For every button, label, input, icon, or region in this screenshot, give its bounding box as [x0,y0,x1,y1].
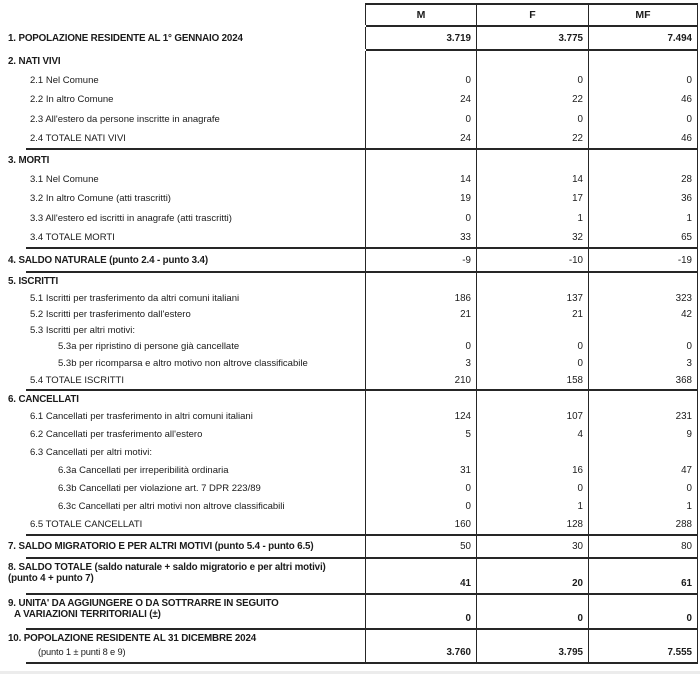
col-header-f: F [476,3,588,25]
table-row-5-3b [0,355,698,372]
row-label: 2.2 In altro Comune [30,94,114,105]
cell-mf: 288 [588,515,698,534]
row-label-line1: 9. UNITA' DA AGGIUNGERE O DA SOTTRARRE IN SEGUITO [8,598,279,609]
row-label: 2.4 TOTALE NATI VIVI [30,133,126,144]
cell-m: 210 [365,372,476,389]
cell-mf: -19 [588,249,698,271]
table-row-6-2 [0,425,698,443]
row-label: 6.1 Cancellati per trasferimento in altri comuni italiani [30,410,253,422]
table-row-2-2 [0,90,698,109]
cell-f: 20 [476,559,588,593]
row-label: 6. CANCELLATI [8,393,79,405]
table-row-5-2 [0,306,698,322]
cell-m: 24 [365,129,476,148]
table-row-3-4 [0,228,698,247]
row-label: 5.1 Iscritti per trasferimento da altri comuni italiani [30,292,240,304]
table-row-2 [0,51,698,71]
cell-f: 137 [476,290,588,306]
section-5 [0,273,698,391]
row-label: 6.3a Cancellati per irreperibilità ordinaria [58,464,229,476]
table-row-2-4 [0,129,698,148]
cell-mf: 46 [588,129,698,148]
cell-m: 14 [365,170,476,189]
table-row-6 [0,391,698,407]
table-row-5-1 [0,290,698,306]
cell-mf [588,322,698,338]
cell-m: 0 [365,208,476,228]
column-header-row [0,3,698,25]
cell-m: 186 [365,290,476,306]
cell-m [365,391,476,407]
cell-m: 0 [365,338,476,355]
table-row-5-4 [0,372,698,389]
row-label: 5. ISCRITTI [8,276,59,287]
cell-m: 24 [365,90,476,109]
row-label: 4. SALDO NATURALE (punto 2.4 - punto 3.4) [8,254,208,266]
row-label [0,630,365,662]
cell-m: 3.760 [365,630,476,662]
row-label: 6.2 Cancellati per trasferimento all'estero [30,428,203,440]
table-row-2-1 [0,71,698,90]
row-label: 2.3 All'estero da persone inscritte in anagrafe [30,113,220,125]
cell-mf [588,391,698,407]
cell-m [365,51,476,71]
cell-f: 16 [476,461,588,479]
cell-mf: 0 [588,109,698,129]
cell-f [476,150,588,170]
cell-m: 21 [365,306,476,322]
cell-m: 0 [365,497,476,515]
row-label: 3.3 All'estero ed iscritti in anagrafe (atti trascritti) [30,212,232,224]
row-label: 2.1 Nel Comune [30,75,99,86]
cell-mf: 0 [588,338,698,355]
table-row-7 [0,536,698,557]
cell-mf: 368 [588,372,698,389]
table-row-3 [0,150,698,170]
cell-m: 0 [365,595,476,628]
section-1 [0,27,698,51]
cell-mf: 61 [588,559,698,593]
row-label-line2: A VARIAZIONI TERRITORIALI (±) [14,609,161,620]
cell-f: 22 [476,129,588,148]
cell-f: 1 [476,208,588,228]
cell-f: 21 [476,306,588,322]
cell-mf [588,443,698,461]
cell-mf [588,51,698,71]
row-label: 5.3b per ricomparsa e altro motivo non altrove classificabile [58,358,308,369]
cell-f: 1 [476,497,588,515]
row-label [0,595,365,628]
cell-f [476,322,588,338]
cell-m: 33 [365,228,476,247]
cell-f: 107 [476,407,588,425]
table-row-4 [0,249,698,271]
row-label: 5.4 TOTALE ISCRITTI [30,375,124,386]
cell-m: -9 [365,249,476,271]
cell-m: 3 [365,355,476,372]
cell-mf: 7.555 [588,630,698,662]
cell-f: 158 [476,372,588,389]
cell-mf: 3 [588,355,698,372]
row-label: 3.2 In altro Comune (atti trascritti) [30,193,171,204]
row-label: 1. POPOLAZIONE RESIDENTE AL 1° GENNAIO 2024 [8,32,243,44]
cell-mf: 36 [588,189,698,208]
cell-m: 160 [365,515,476,534]
cell-mf: 7.494 [588,27,698,49]
row-label: 7. SALDO MIGRATORIO E PER ALTRI MOTIVI (punto 5.4 - punto 6.5) [8,541,314,552]
table-row-5-3 [0,322,698,338]
cell-mf: 0 [588,479,698,497]
row-label: 5.3 Iscritti per altri motivi: [30,324,136,336]
cell-f: 3.795 [476,630,588,662]
row-label-line2: (punto 4 + punto 7) [8,573,94,584]
cell-m: 0 [365,71,476,90]
table-row-6-3b [0,479,698,497]
cell-mf [588,273,698,290]
cell-mf: 42 [588,306,698,322]
cell-m [365,443,476,461]
table-row-3-1 [0,170,698,189]
cell-f [476,273,588,290]
document-table [0,3,698,664]
cell-m: 124 [365,407,476,425]
cell-f: -10 [476,249,588,271]
section-2 [0,51,698,150]
cell-f: 22 [476,90,588,109]
cell-f: 17 [476,189,588,208]
cell-mf: 231 [588,407,698,425]
cell-f: 128 [476,515,588,534]
cell-f: 4 [476,425,588,443]
cell-mf: 65 [588,228,698,247]
row-label: 3.4 TOTALE MORTI [30,232,115,243]
table-row-6-1 [0,407,698,425]
table-row-5 [0,273,698,290]
table-row-6-5 [0,515,698,534]
row-label: 3. MORTI [8,154,50,166]
row-label: 5.2 Iscritti per trasferimento dall'estero [30,308,191,320]
table-row-6-3 [0,443,698,461]
row-label: 6.5 TOTALE CANCELLATI [30,519,143,530]
cell-mf: 47 [588,461,698,479]
cell-m: 31 [365,461,476,479]
cell-f: 30 [476,536,588,557]
section-6 [0,391,698,536]
col-header-m: M [365,3,476,25]
row-label: 5.3a per ripristino di persone già cancellate [58,341,240,352]
row-label: 2. NATI VIVI [8,55,61,67]
cell-m: 3.719 [365,27,476,49]
row-label-line2: (punto 1 ± punti 8 e 9) [38,647,126,657]
cell-f [476,391,588,407]
cell-mf: 323 [588,290,698,306]
cell-f: 0 [476,479,588,497]
cell-m [365,322,476,338]
cell-m: 5 [365,425,476,443]
table-row-2-3 [0,109,698,129]
table-row-3-2 [0,189,698,208]
cell-f: 0 [476,595,588,628]
cell-m [365,273,476,290]
section-3 [0,150,698,249]
row-label [0,559,365,593]
cell-f [476,443,588,461]
table-row-8 [0,559,698,593]
row-label: 6.3b Cancellati per violazione art. 7 DPR 223/89 [58,482,261,494]
cell-m: 19 [365,189,476,208]
row-label-line1: 10. POPOLAZIONE RESIDENTE AL 31 DICEMBRE 2024 [8,633,257,644]
cell-f: 14 [476,170,588,189]
cell-f: 0 [476,71,588,90]
cell-mf: 1 [588,497,698,515]
row-label: 3.1 Nel Comune [30,174,99,185]
cell-f: 0 [476,109,588,129]
section-9 [0,595,698,630]
table-row-6-3a [0,461,698,479]
table-row-10 [0,630,698,662]
cell-m: 41 [365,559,476,593]
row-label-line1: 8. SALDO TOTALE (saldo naturale + saldo migratorio e per altri motivi) [8,562,326,573]
cell-f [476,51,588,71]
row-label: 6.3c Cancellati per altri motivi non altrove classificabili [58,500,285,512]
section-8 [0,559,698,595]
cell-f: 0 [476,355,588,372]
table-row-6-3c [0,497,698,515]
cell-m: 0 [365,479,476,497]
cell-f: 0 [476,338,588,355]
section-10 [0,630,698,664]
cell-m: 0 [365,109,476,129]
row-label: 6.3 Cancellati per altri motivi: [30,446,152,458]
col-header-mf: MF [588,3,698,25]
table-row-3-3 [0,208,698,228]
cell-mf: 80 [588,536,698,557]
cell-m: 50 [365,536,476,557]
cell-mf: 46 [588,90,698,109]
cell-mf: 0 [588,595,698,628]
section-4 [0,249,698,273]
table-row-5-3a [0,338,698,355]
cell-m [365,150,476,170]
table-header-section [0,3,698,27]
cell-mf: 28 [588,170,698,189]
table-row-9 [0,595,698,628]
cell-mf: 9 [588,425,698,443]
cell-f: 3.775 [476,27,588,49]
cell-f: 32 [476,228,588,247]
header-spacer [0,3,365,25]
cell-mf: 1 [588,208,698,228]
section-7 [0,536,698,559]
table-row-1 [0,27,698,49]
cell-mf [588,150,698,170]
cell-mf: 0 [588,71,698,90]
